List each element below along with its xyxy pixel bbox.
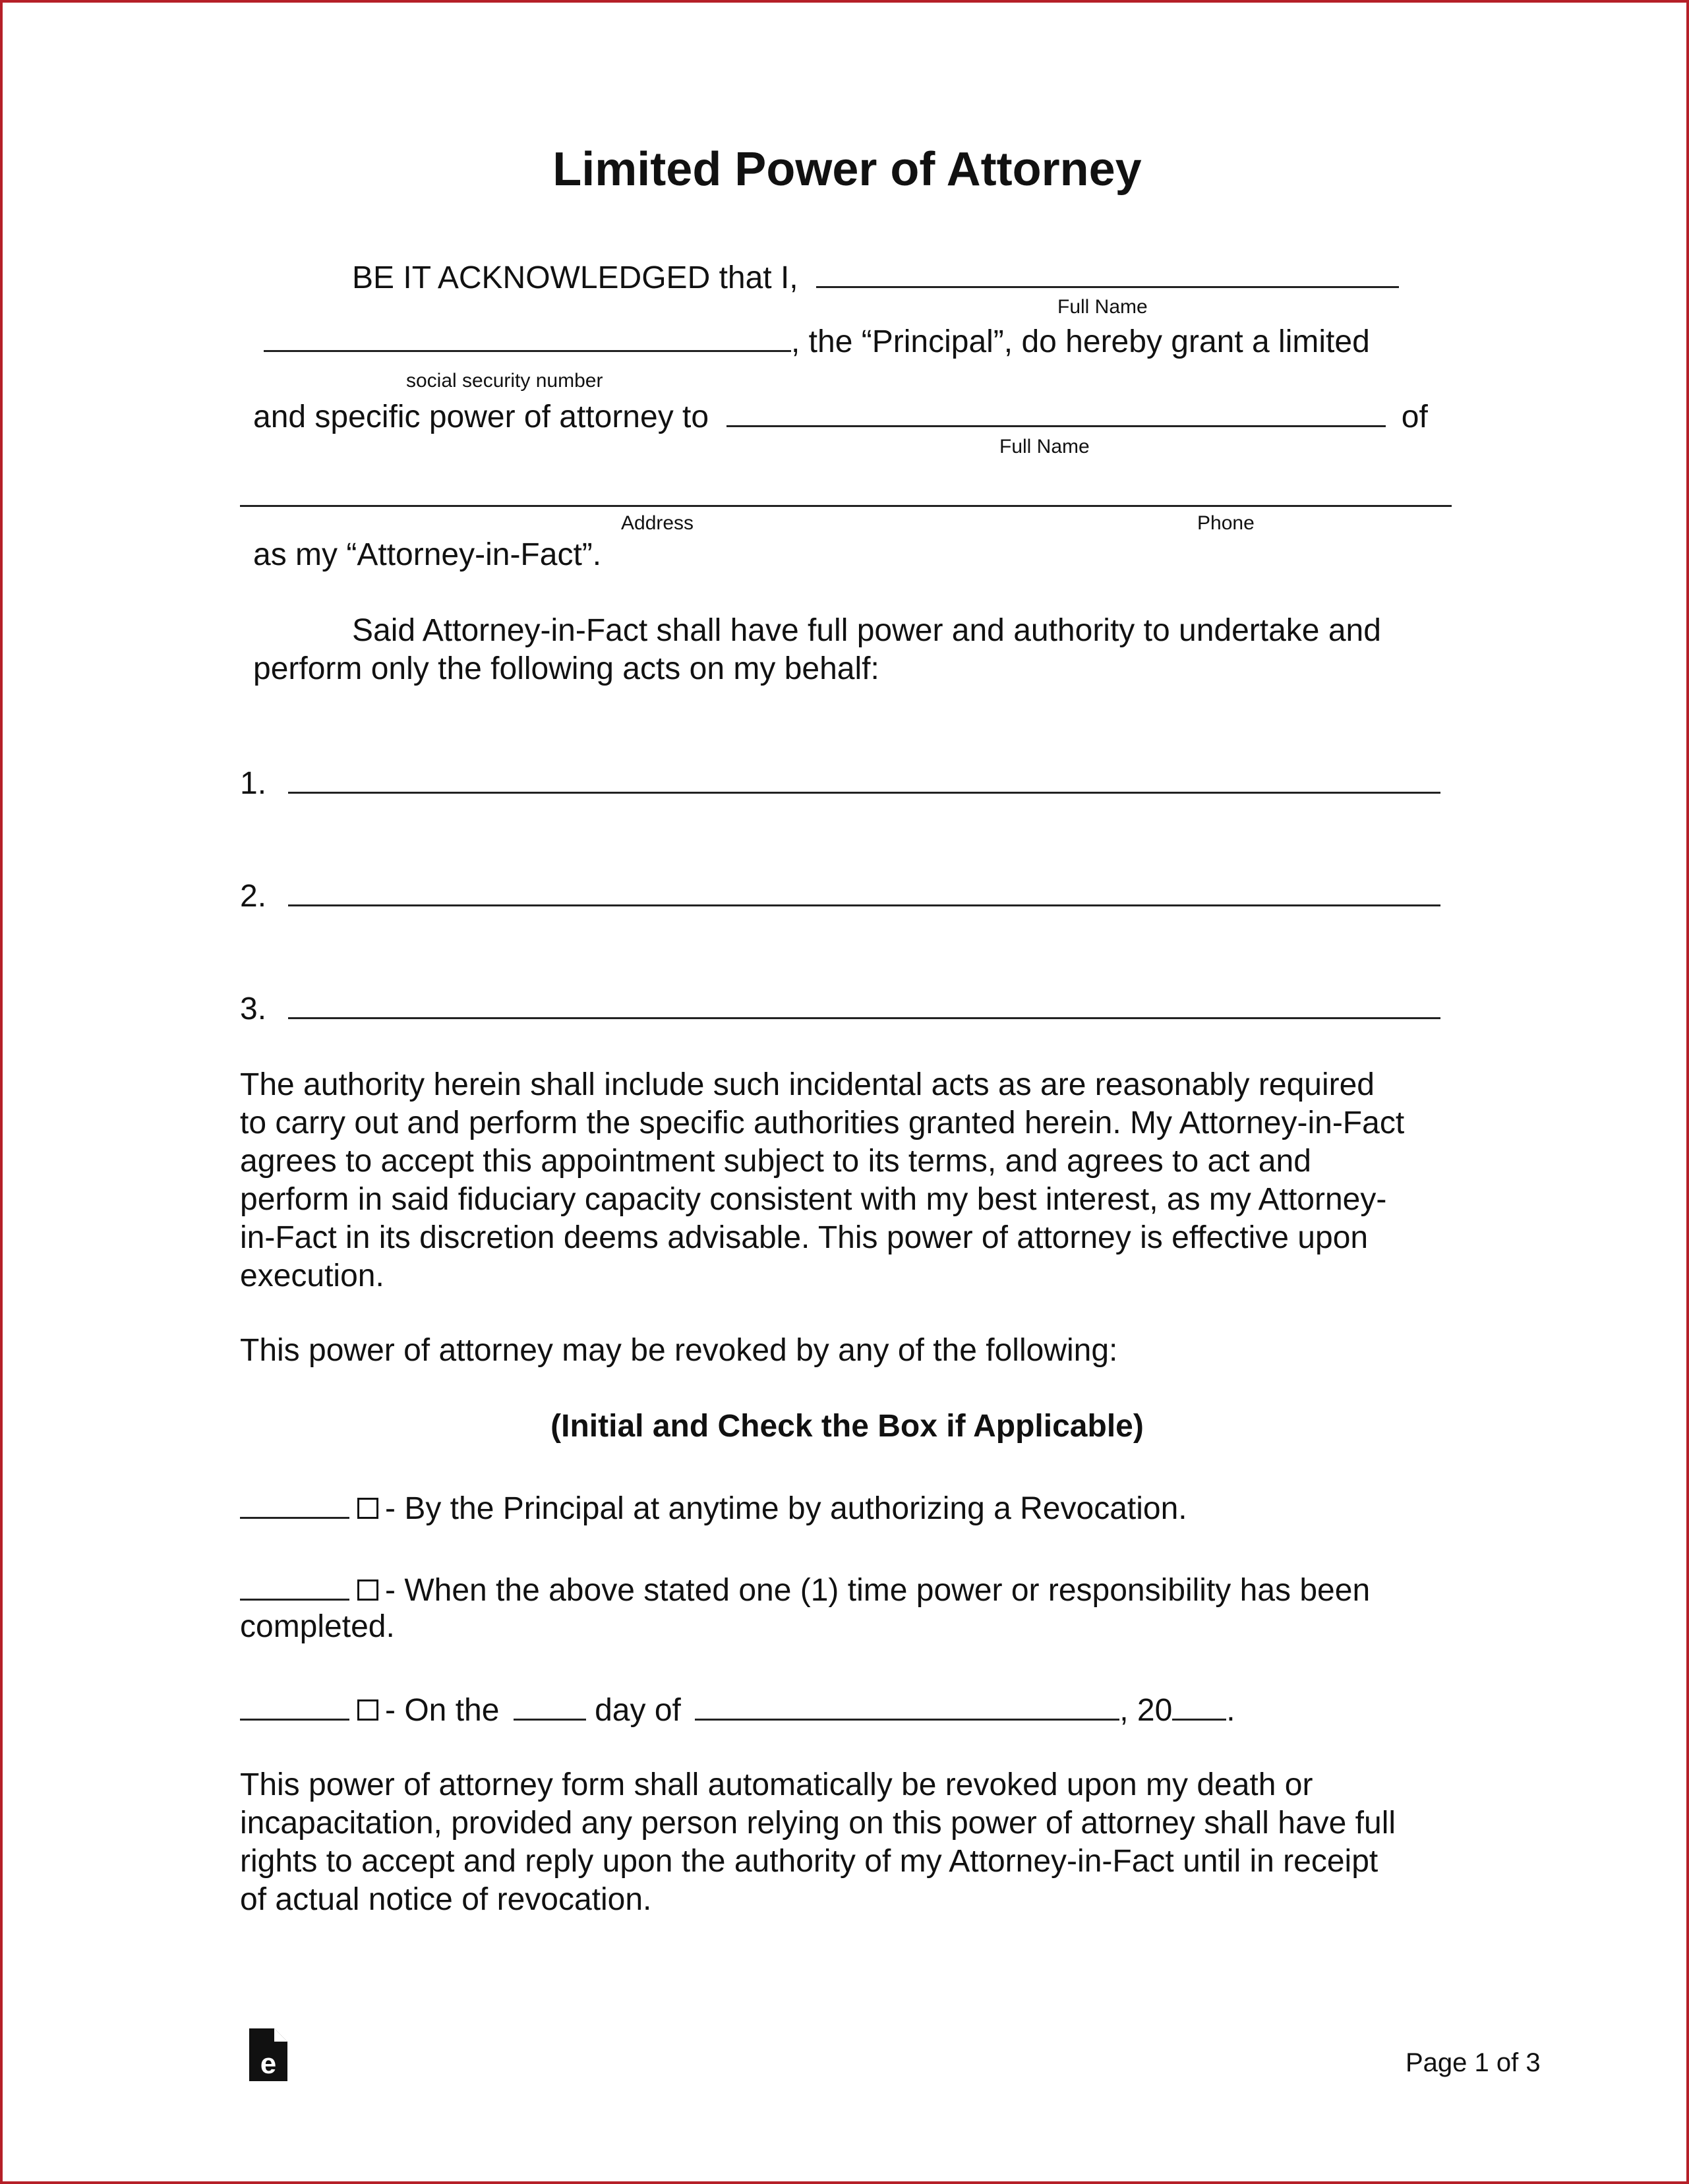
option-3-text-c: , 20 bbox=[1119, 1693, 1173, 1728]
authority-intro-line-1: Said Attorney-in-Fact shall have full power and authority to undertake and bbox=[352, 613, 1381, 648]
grant-line-2-text: , the “Principal”, do hereby grant a limited bbox=[791, 324, 1370, 359]
option-2-text: - When the above stated one (1) time power or responsibility has been bbox=[385, 1573, 1371, 1608]
principal-name-label: Full Name bbox=[1057, 296, 1148, 318]
paragraph-line: in-Fact in its discretion deems advisable. This power of attorney is effective upon bbox=[240, 1220, 1369, 1255]
document-e-icon bbox=[249, 2028, 287, 2081]
paragraph-line: perform in said fiduciary capacity consistent with my best interest, as my Attorney- bbox=[240, 1182, 1387, 1217]
grant-line-3-end: of bbox=[1401, 399, 1428, 434]
ssn-field[interactable] bbox=[264, 321, 791, 352]
revocation-option-1 bbox=[240, 1488, 1187, 1528]
paragraph-line: The authority herein shall include such incidental acts as are reasonably required bbox=[240, 1067, 1375, 1102]
act-row-2 bbox=[240, 875, 1440, 916]
grant-line-1-text: BE IT ACKNOWLEDGED that I, bbox=[352, 260, 798, 295]
initials-field-2[interactable] bbox=[240, 1570, 349, 1601]
paragraph-line: This power of attorney form shall automatically be revoked upon my death or bbox=[240, 1767, 1313, 1802]
act-field-1[interactable] bbox=[288, 763, 1440, 794]
ssn-label: social security number bbox=[406, 370, 603, 392]
automatic-revocation-paragraph bbox=[240, 1766, 1396, 1919]
revocation-option-2 bbox=[240, 1570, 1370, 1610]
act-row-1 bbox=[240, 763, 1440, 803]
checkbox-2[interactable] bbox=[357, 1579, 378, 1601]
principal-name-field[interactable] bbox=[816, 257, 1399, 288]
grant-line-3-text: and specific power of attorney to bbox=[253, 399, 709, 434]
act-field-3[interactable] bbox=[288, 988, 1440, 1019]
paragraph-line: incapacitation, provided any person relying on this power of attorney shall have full bbox=[240, 1806, 1396, 1841]
revocation-intro: This power of attorney may be revoked by any of the following: bbox=[240, 1333, 1118, 1368]
address-label: Address bbox=[621, 512, 694, 534]
revocation-heading: (Initial and Check the Box if Applicable) bbox=[550, 1409, 1144, 1444]
act-field-2[interactable] bbox=[288, 875, 1440, 906]
act-row-3 bbox=[240, 988, 1440, 1028]
initials-field-1[interactable] bbox=[240, 1488, 349, 1519]
act-number: 3. bbox=[240, 991, 267, 1026]
paragraph-line: rights to accept and reply upon the authority of my Attorney-in-Fact until in receipt bbox=[240, 1844, 1378, 1879]
paragraph-line: execution. bbox=[240, 1258, 384, 1293]
grant-line-4: as my “Attorney-in-Fact”. bbox=[253, 537, 602, 572]
document-title: Limited Power of Attorney bbox=[552, 143, 1142, 196]
month-field[interactable] bbox=[695, 1690, 1119, 1721]
grant-line-2 bbox=[264, 321, 1370, 361]
checkbox-1[interactable] bbox=[357, 1498, 378, 1519]
act-number: 2. bbox=[240, 879, 267, 914]
incidental-paragraph bbox=[240, 1066, 1404, 1295]
option-3-text-d: . bbox=[1226, 1693, 1235, 1728]
option-2-text-cont: completed. bbox=[240, 1609, 395, 1644]
initials-field-3[interactable] bbox=[240, 1690, 349, 1721]
paragraph-line: agrees to accept this appointment subject to its terms, and agrees to act and bbox=[240, 1144, 1311, 1179]
act-number: 1. bbox=[240, 766, 267, 801]
phone-label: Phone bbox=[1197, 512, 1255, 534]
grant-line-3 bbox=[253, 396, 1428, 436]
address-phone-field[interactable] bbox=[240, 505, 1452, 507]
paragraph-line: to carry out and perform the specific authorities granted herein. My Attorney-in-Fact bbox=[240, 1106, 1405, 1140]
option-3-text-a: - On the bbox=[385, 1693, 500, 1728]
option-1-text: - By the Principal at anytime by authorizing a Revocation. bbox=[385, 1491, 1187, 1526]
day-field[interactable] bbox=[514, 1690, 586, 1721]
svg-text:e: e bbox=[260, 2048, 277, 2080]
option-3-text-b: day of bbox=[595, 1693, 681, 1728]
revocation-option-3 bbox=[240, 1690, 1235, 1730]
checkbox-3[interactable] bbox=[357, 1699, 378, 1721]
attorney-name-field[interactable] bbox=[726, 396, 1386, 427]
grant-line-1 bbox=[352, 257, 1399, 297]
paragraph-line: of actual notice of revocation. bbox=[240, 1882, 652, 1917]
authority-intro-line-2: perform only the following acts on my behalf: bbox=[253, 651, 879, 686]
attorney-name-label: Full Name bbox=[999, 436, 1090, 457]
page-number: Page 1 of 3 bbox=[1406, 2048, 1541, 2077]
year-field[interactable] bbox=[1172, 1690, 1226, 1721]
